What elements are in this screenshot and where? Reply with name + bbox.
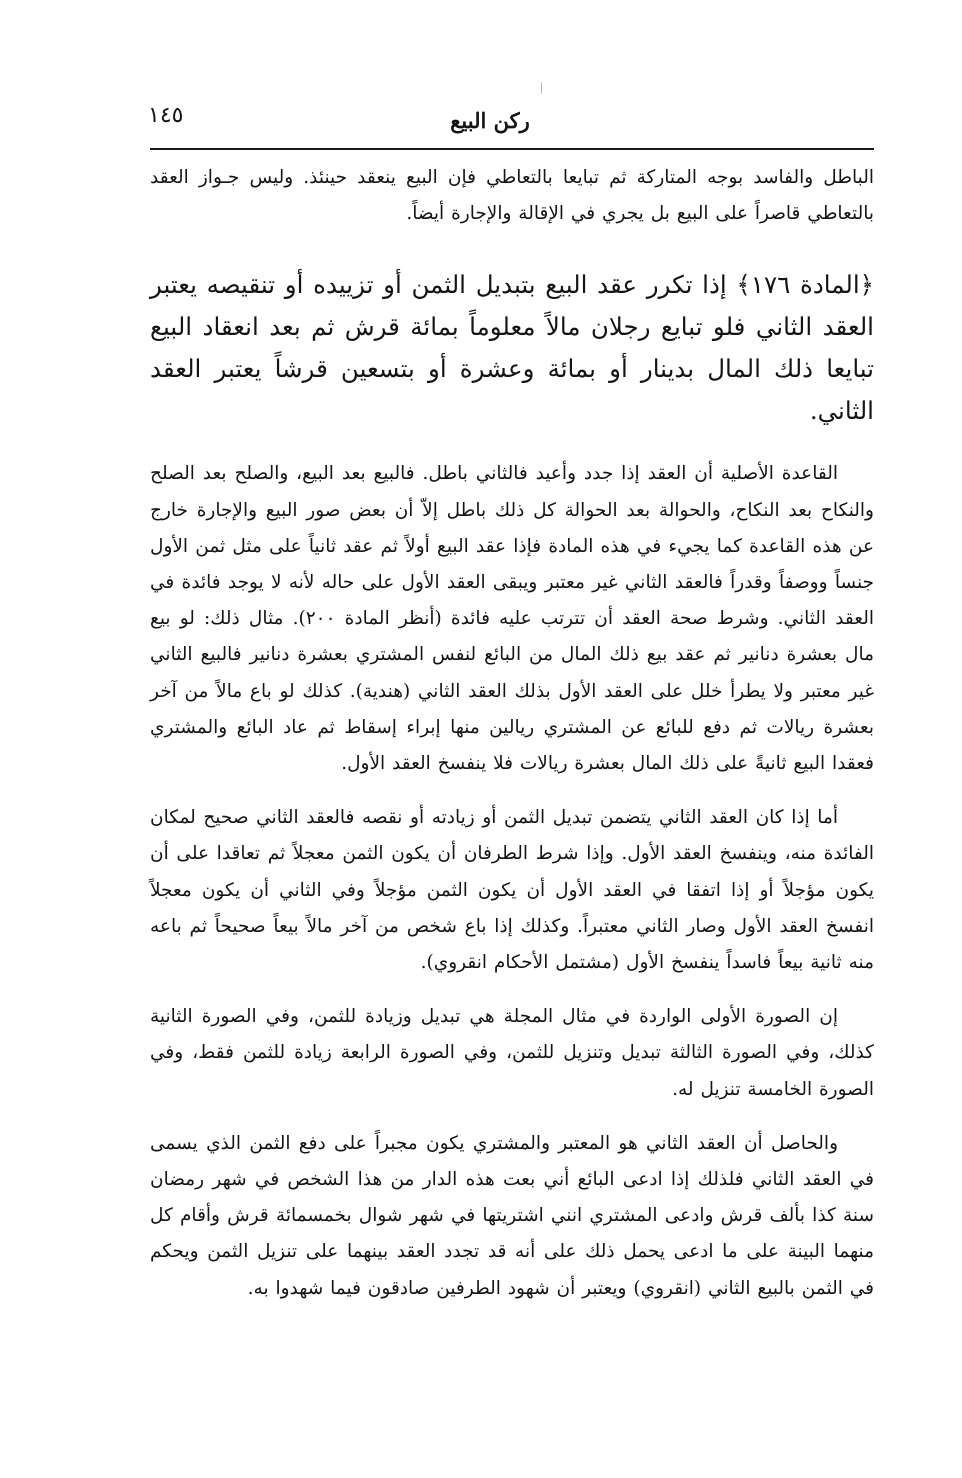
spacer — [150, 782, 874, 800]
paragraph-commentary-2: أما إذا كان العقد الثاني يتضمن تبديل الثمن أو زيادته أو نقصه فالعقد الثاني صحيح لمكان الفائدة منه، وينفسخ العقد الأول. وإذا شرط الطرفان أن يكون الثمن معجلاً ثم تعاقدا على أن يكون مؤجلاً أو إذا اتفقا في العقد الأول أن يكون الثمن مؤجلاً وفي الثاني أن يكون معجلاً انفسخ العقد الأول وصار الثاني معتبراً. وكذلك إذا باع شخص من آخر مالاً بيعاً صحيحاً ثم باعه منه ثانية بيعاً فاسداً ينفسخ الأول (مشتمل الأحكام انقروي). — [150, 807, 874, 974]
article-176: ﴿المادة ١٧٦﴾ إذا تكرر عقد البيع بتبديل الثمن أو تزييده أو تنقيصه يعتبر العقد الثاني فلو تبايع رجلان مالاً معلوماً بمائة قرش ثم بعد انعقاد البيع تبايعا ذلك المال بدينار أو بمائة وعشرة أو بتسعين قرشاً يعتبر العقد الثاني. — [150, 270, 875, 426]
page-number: ١٤٥ — [148, 103, 184, 128]
paragraph-commentary-3: إن الصورة الأولى الواردة في مثال المجلة هي تبديل وزيادة للثمن، وفي الصورة الثانية كذلك، وفي الصورة الثالثة تبديل وتنزيل للثمن، وفي الصورة الرابعة زيادة للثمن فقط، وفي الصورة الخامسة تنزيل له. — [150, 1006, 874, 1100]
spacer — [150, 432, 874, 456]
header-rule — [150, 148, 874, 150]
running-title: ركن البيع — [450, 108, 530, 133]
spacer — [150, 1108, 874, 1126]
paragraph-continuation: الباطل والفاسد بوجه المتاركة ثم تبايعا بالتعاطي فإن البيع ينعقد حينئذ. وليس جـواز العقد بالتعاطي قاصراً على البيع بل يجري في الإقالة والإجارة أيضاً. — [150, 167, 874, 225]
spacer — [150, 981, 874, 999]
page-body — [150, 160, 874, 1307]
scan-mark — [541, 82, 542, 94]
spacer — [150, 232, 874, 264]
paragraph-commentary-1: القاعدة الأصلية أن العقد إذا جدد وأعيد فالثاني باطل. فالبيع بعد البيع، والصلح بعد الصلح والنكاح بعد النكاح، والحوالة بعد الحوالة كل ذلك باطل إلاّ أن بعض صور البيع والإجارة خارج عن هذه القاعدة كما يجيء في هذه المادة فإذا عقد البيع أولاً ثم عقد ثانياً على مثل ثمن الأول جنساً ووصفاً وقدراً فالعقد الثاني غير معتبر ويبقى العقد الأول على حاله لأنه لا يوجد فائدة في العقد الثاني. وشرط صحة العقد أن تترتب عليه فائدة (أنظر المادة ٢٠٠). مثال ذلك: لو بيع مال بعشرة دنانير ثم عقد بيع ذلك المال من البائع لنفس المشتري بعشرة دنانير فالبيع الثاني غير معتبر ولا يطرأ خلل على العقد الأول بذلك العقد الثاني (هندية). كذلك لو باع مالاً من آخر بعشرة ريالات ثم دفع للبائع عن المشتري ريالين منها إبراء إسقاط ثم عاد البائع والمشتري فعقدا البيع ثانيةً على ذلك المال بعشرة ريالات فلا ينفسخ العقد الأول. — [150, 463, 874, 775]
paragraph-commentary-4: والحاصل أن العقد الثاني هو المعتبر والمشتري يكون مجبراً على دفع الثمن الذي يسمى في العقد الثاني فلذلك إذا ادعى البائع أني بعت هذه الدار من هذا الشخص في شهر رمضان سنة كذا بألف قرش وادعى المشتري انني اشتريتها في شهر شوال بخمسمائة قرش وأقام كل منهما البينة على ما ادعى يحمل ذلك على أنه قد تجدد العقد بينهما على تنزيل الثمن ويحكم في الثمن بالبيع الثاني (انقروي) ويعتبر أن شهود الطرفين صادقون فيما شهدوا به. — [150, 1132, 874, 1299]
